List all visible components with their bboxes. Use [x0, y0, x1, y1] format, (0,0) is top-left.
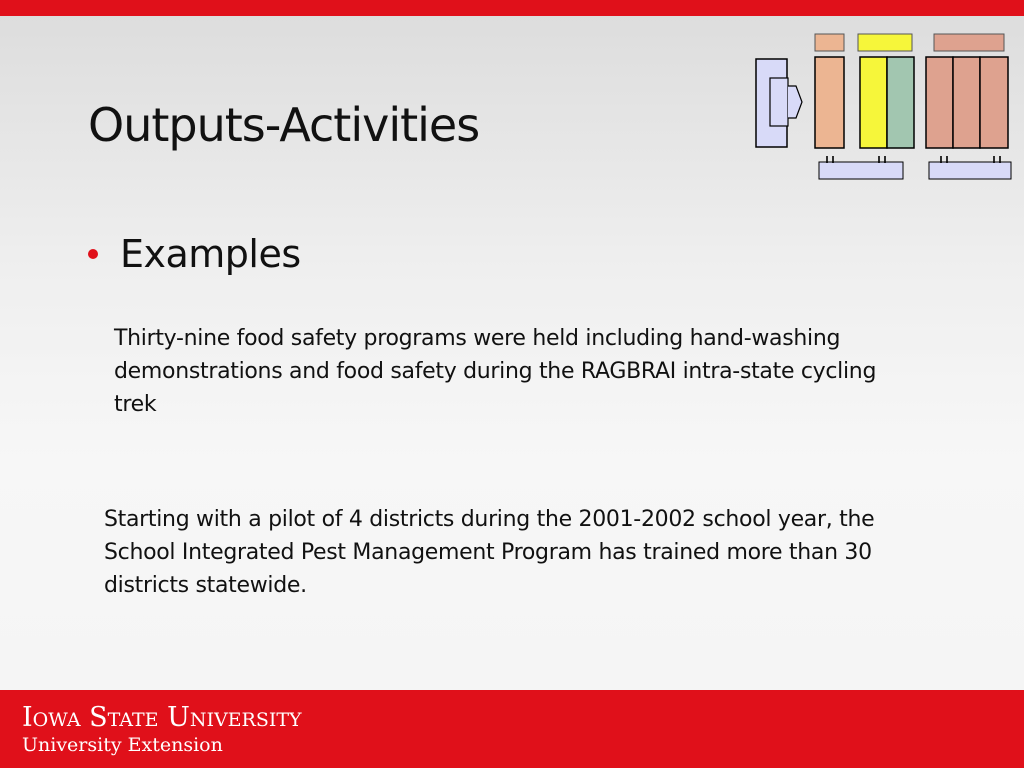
bullet-label: Examples — [120, 232, 301, 276]
input-inner-block — [770, 78, 788, 126]
activities-column — [860, 57, 887, 148]
medium-term-column — [953, 57, 980, 148]
outcomes-header-block — [934, 34, 1004, 51]
footer-bar — [0, 690, 1024, 768]
example-paragraph-food-safety: Thirty-nine food safety programs were held including hand-washing demonstrations and food safety during the RAGBRAI intra-state cycling trek — [114, 326, 877, 417]
outputs-column — [815, 57, 844, 148]
institution-logo-text: Iowa State University — [22, 702, 302, 733]
unit-logo-text: University Extension — [22, 734, 223, 756]
slide-title: Outputs-Activities — [88, 98, 480, 152]
bullet-dot-icon — [88, 249, 98, 259]
activities-header-block — [858, 34, 912, 51]
long-term-column — [980, 57, 1008, 148]
example-paragraph-pest-management: Starting with a pilot of 4 districts during the 2001-2002 school year, the School Integrated Pest Management Program has trained more than 30 districts statewide. — [104, 507, 875, 598]
logic-model-diagram-icon — [754, 32, 1014, 182]
external-factors-block — [929, 162, 1011, 179]
short-term-column — [926, 57, 953, 148]
top-accent-bar — [0, 0, 1024, 16]
bullet-item — [88, 232, 301, 276]
input-arrow — [788, 86, 802, 118]
participation-column — [887, 57, 914, 148]
assumptions-block — [819, 162, 903, 179]
outputs-header-block — [815, 34, 844, 51]
